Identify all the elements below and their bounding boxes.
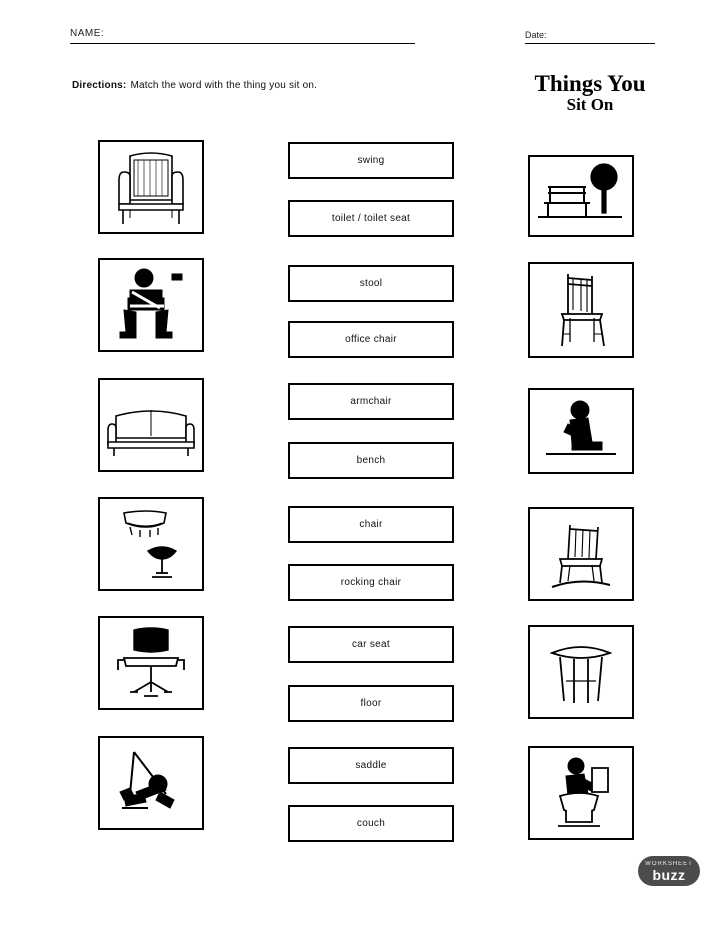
word-box[interactable]: armchair bbox=[288, 383, 454, 420]
toilet-seat-picture[interactable] bbox=[98, 497, 204, 591]
date-label: Date: bbox=[525, 30, 547, 40]
page-title-line1: Things You bbox=[534, 71, 646, 96]
page-title bbox=[500, 72, 680, 114]
rocking-chair-picture[interactable] bbox=[528, 507, 634, 601]
floor-picture[interactable] bbox=[528, 388, 634, 474]
word-box[interactable]: swing bbox=[288, 142, 454, 179]
word-box[interactable]: couch bbox=[288, 805, 454, 842]
saddle-picture[interactable] bbox=[528, 625, 634, 719]
worksheet-buzz-logo bbox=[638, 856, 700, 886]
word-box[interactable]: floor bbox=[288, 685, 454, 722]
name-write-line[interactable] bbox=[70, 43, 415, 44]
armchair-picture[interactable] bbox=[98, 140, 204, 234]
directions-label: Directions: bbox=[72, 80, 127, 91]
word-box[interactable]: rocking chair bbox=[288, 564, 454, 601]
swing-picture[interactable] bbox=[98, 736, 204, 830]
word-box[interactable]: chair bbox=[288, 506, 454, 543]
car-seat-picture[interactable] bbox=[98, 258, 204, 352]
word-box[interactable]: saddle bbox=[288, 747, 454, 784]
word-box[interactable]: stool bbox=[288, 265, 454, 302]
directions-text: Match the word with the thing you sit on. bbox=[130, 80, 318, 91]
word-box[interactable]: bench bbox=[288, 442, 454, 479]
directions bbox=[72, 80, 317, 91]
word-box[interactable]: toilet / toilet seat bbox=[288, 200, 454, 237]
toilet-picture[interactable] bbox=[528, 746, 634, 840]
word-box[interactable]: office chair bbox=[288, 321, 454, 358]
logo-bottom-text: buzz bbox=[652, 866, 686, 883]
chair-picture[interactable] bbox=[528, 262, 634, 358]
couch-picture[interactable] bbox=[98, 378, 204, 472]
date-write-line[interactable] bbox=[525, 43, 655, 44]
page-title-line2: Sit On bbox=[566, 95, 614, 115]
name-label: NAME: bbox=[70, 28, 105, 39]
logo-top-text: WORKSHEET bbox=[645, 860, 693, 867]
bench-picture[interactable] bbox=[528, 155, 634, 237]
header bbox=[70, 28, 650, 54]
office-chair-picture[interactable] bbox=[98, 616, 204, 710]
word-box[interactable]: car seat bbox=[288, 626, 454, 663]
